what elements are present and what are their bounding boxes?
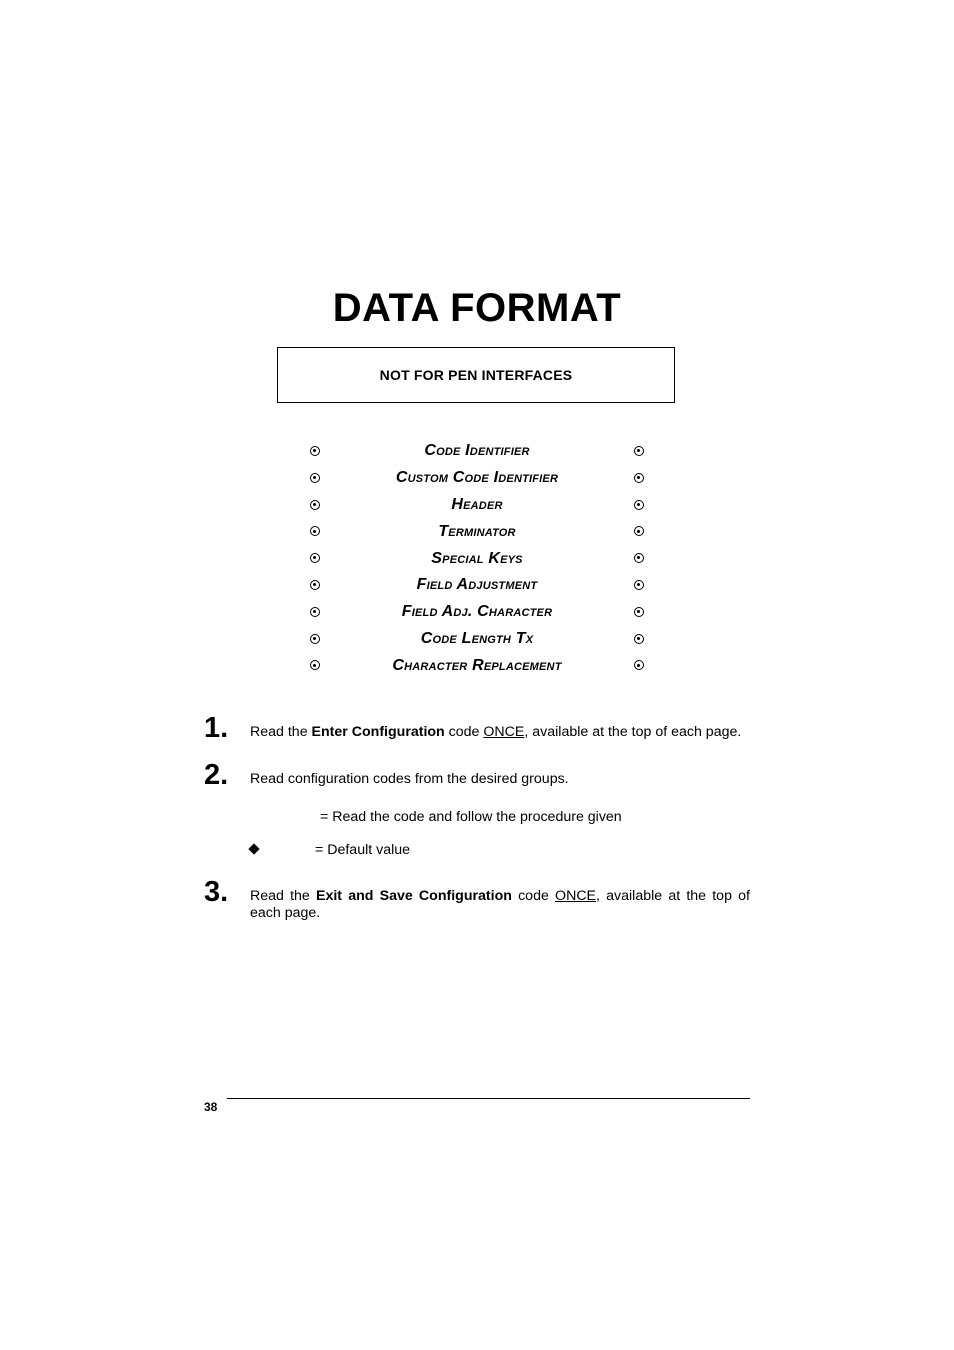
group-item — [300, 492, 654, 519]
group-item — [300, 652, 654, 679]
circle-dot-icon — [310, 500, 320, 510]
circle-dot-icon — [634, 607, 644, 617]
group-label: Field Adjustment — [416, 576, 538, 594]
step-text-part: Read the — [250, 724, 312, 740]
step-number: 2. — [204, 759, 229, 791]
circle-dot-icon — [634, 500, 644, 510]
step-2-text: Read configuration codes from the desired groups. — [250, 771, 569, 787]
diamond-icon — [248, 843, 259, 854]
group-label: Code Identifier — [424, 442, 530, 460]
group-label: Code Length Tx — [420, 629, 534, 647]
group-label: Field Adj. Character — [401, 603, 553, 621]
step-number: 3. — [204, 876, 229, 908]
circle-dot-icon — [634, 473, 644, 483]
step-text-part: , available at the top of each page. — [250, 888, 750, 921]
step-text-part: , available at the top of each page. — [524, 724, 742, 740]
group-label: Custom Code Identifier — [395, 469, 559, 487]
step-text-bold: Exit and Save Configuration — [316, 888, 512, 904]
notice-text: NOT FOR PEN INTERFACES — [379, 367, 573, 383]
group-item — [300, 465, 654, 492]
legend-procedure: = Read the code and follow the procedure given — [320, 809, 622, 825]
step-text-underline: ONCE — [555, 888, 597, 904]
step-text-part: code — [444, 724, 484, 740]
notice-box — [277, 347, 675, 403]
page-number: 38 — [204, 1100, 218, 1114]
step-3-text — [250, 888, 750, 922]
group-label: Terminator — [438, 522, 516, 540]
step-text-bold: Enter Configuration — [311, 724, 445, 740]
group-list — [300, 438, 654, 679]
step-text-part: Read the — [250, 888, 316, 904]
group-item — [300, 572, 654, 599]
group-item — [300, 518, 654, 545]
group-label: Character Replacement — [392, 656, 562, 674]
circle-dot-icon — [310, 473, 320, 483]
group-item — [300, 626, 654, 653]
circle-dot-icon — [634, 446, 644, 456]
circle-dot-icon — [310, 607, 320, 617]
legend-default-value: = Default value — [315, 842, 411, 858]
step-number: 1. — [204, 712, 229, 744]
page-title: DATA FORMAT — [332, 286, 622, 330]
group-label: Special Keys — [431, 549, 523, 567]
step-text-part: code — [511, 888, 556, 904]
group-item — [300, 545, 654, 572]
circle-dot-icon — [310, 446, 320, 456]
group-label: Header — [451, 495, 503, 513]
circle-dot-icon — [310, 634, 320, 644]
circle-dot-icon — [310, 580, 320, 590]
step-text-underline: ONCE — [483, 724, 525, 740]
footer-divider — [227, 1098, 750, 1099]
circle-dot-icon — [634, 634, 644, 644]
circle-dot-icon — [634, 580, 644, 590]
group-item — [300, 599, 654, 626]
step-1-text — [250, 724, 750, 741]
group-item — [300, 438, 654, 465]
